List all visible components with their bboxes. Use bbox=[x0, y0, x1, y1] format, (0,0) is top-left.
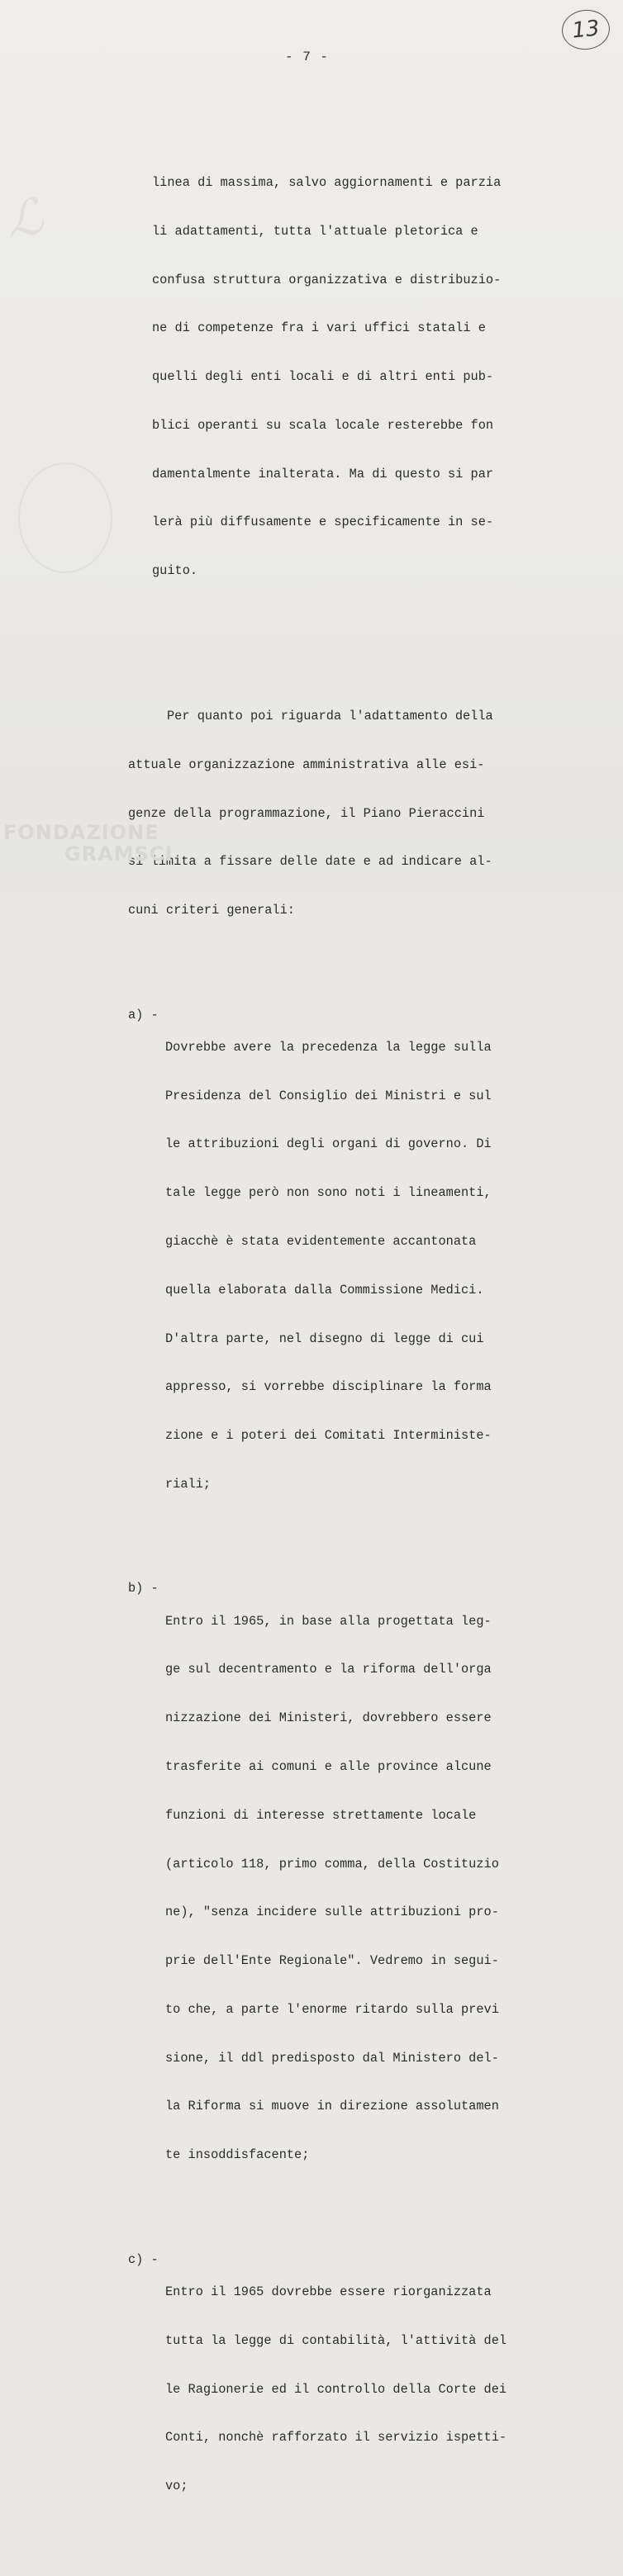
text-line: tutta la legge di contabilità, l'attività del bbox=[165, 2332, 507, 2348]
faint-stamp bbox=[18, 463, 112, 573]
text-line: guito. bbox=[152, 563, 198, 579]
text-line: quella elaborata dalla Commissione Medici. bbox=[165, 1282, 484, 1297]
text-line: blici operanti su scala locale resterebbe fon bbox=[152, 417, 494, 433]
text-line: D'altra parte, nel disegno di legge di cui bbox=[165, 1331, 484, 1346]
watermark-line: FONDAZIONE bbox=[3, 821, 159, 844]
text-line: le Ragionerie ed il controllo della Corte dei bbox=[165, 2381, 507, 2397]
text-line: Entro il 1965, in base alla progettata leg- bbox=[165, 1613, 492, 1629]
text-line: attuale organizzazione amministrativa alle esi- bbox=[128, 757, 485, 772]
text-line: damentalmente inalterata. Ma di questo si par bbox=[152, 466, 494, 482]
page-number: - 7 - bbox=[285, 50, 330, 64]
archive-watermark bbox=[3, 822, 173, 865]
text-line: giacchè è stata evidentemente accantonata bbox=[165, 1233, 477, 1249]
text-line: confusa struttura organizzativa e distribuzio- bbox=[152, 272, 502, 287]
body-text bbox=[128, 94, 516, 2576]
text-line: vo; bbox=[165, 2479, 188, 2494]
text-line: (articolo 118, primo comma, della Costituzio bbox=[165, 1856, 499, 1872]
text-line: ne), "senza incidere sulle attribuzioni pro- bbox=[165, 1905, 499, 1920]
faint-signature-mark: ℒ bbox=[2, 187, 46, 250]
text-line: trasferite ai comuni e alle province alcune bbox=[165, 1758, 492, 1774]
text-line: quelli degli enti locali e di altri enti pub- bbox=[152, 369, 494, 385]
list-item-text bbox=[165, 2252, 516, 2527]
text-line: genze della programmazione, il Piano Pieraccini bbox=[128, 805, 485, 821]
text-line: cuni criteri generali: bbox=[128, 903, 295, 918]
text-line: Entro il 1965 dovrebbe essere riorganizzata bbox=[165, 2284, 492, 2299]
text-line: ne di competenze fra i vari uffici statali e bbox=[152, 320, 486, 336]
text-line: zione e i poteri dei Comitati Interministe- bbox=[165, 1428, 492, 1444]
list-item-a bbox=[128, 1008, 516, 1525]
text-line: Per quanto poi riguarda l'adattamento della bbox=[167, 708, 493, 723]
watermark-line: GRAMSCI bbox=[64, 842, 174, 866]
text-line: sione, il ddl predisposto dal Ministero del- bbox=[165, 2050, 499, 2066]
text-line: la Riforma si muove in direzione assolutamen bbox=[165, 2099, 499, 2114]
text-line: tale legge però non sono noti i lineamenti, bbox=[165, 1185, 492, 1201]
list-marker: c) - bbox=[128, 2251, 159, 2267]
list-marker: b) - bbox=[128, 1581, 159, 1596]
text-line: funzioni di interesse strettamente locale bbox=[165, 1807, 477, 1823]
list-item-b bbox=[128, 1581, 516, 2196]
text-line: lerà più diffusamente e specificamente in se- bbox=[152, 515, 494, 530]
list-item-text bbox=[165, 1581, 516, 2196]
text-line: prie dell'Ente Regionale". Vedremo in segui- bbox=[165, 1953, 499, 1969]
text-line: Conti, nonchè rafforzato il servizio ispetti- bbox=[165, 2430, 507, 2446]
paragraph-2 bbox=[128, 676, 516, 951]
list-item-c bbox=[128, 2252, 516, 2527]
paragraph-1 bbox=[152, 143, 516, 612]
text-line: nizzazione dei Ministeri, dovrebbero essere bbox=[165, 1710, 492, 1726]
text-line: si limita a fissare delle date e ad indicare al- bbox=[128, 854, 492, 870]
list-marker: a) - bbox=[128, 1007, 159, 1022]
text-line: to che, a parte l'enorme ritardo sulla previ bbox=[165, 2001, 499, 2017]
text-line: Presidenza del Consiglio dei Ministri e sul bbox=[165, 1088, 492, 1103]
text-line: te insoddisfacente; bbox=[165, 2147, 310, 2163]
text-line: appresso, si vorrebbe disciplinare la forma bbox=[165, 1379, 492, 1395]
text-line: riali; bbox=[165, 1476, 212, 1492]
archive-number: 13 bbox=[560, 7, 612, 52]
text-line: Dovrebbe avere la precedenza la legge sulla bbox=[165, 1039, 492, 1055]
text-line: ge sul decentramento e la riforma dell'orga bbox=[165, 1662, 492, 1677]
list-item-text bbox=[165, 1008, 516, 1525]
text-line: li adattamenti, tutta l'attuale pletorica e bbox=[152, 223, 478, 239]
text-line: linea di massima, salvo aggiornamenti e parzia bbox=[152, 174, 502, 190]
text-line: le attribuzioni degli organi di governo. Di bbox=[165, 1136, 492, 1152]
